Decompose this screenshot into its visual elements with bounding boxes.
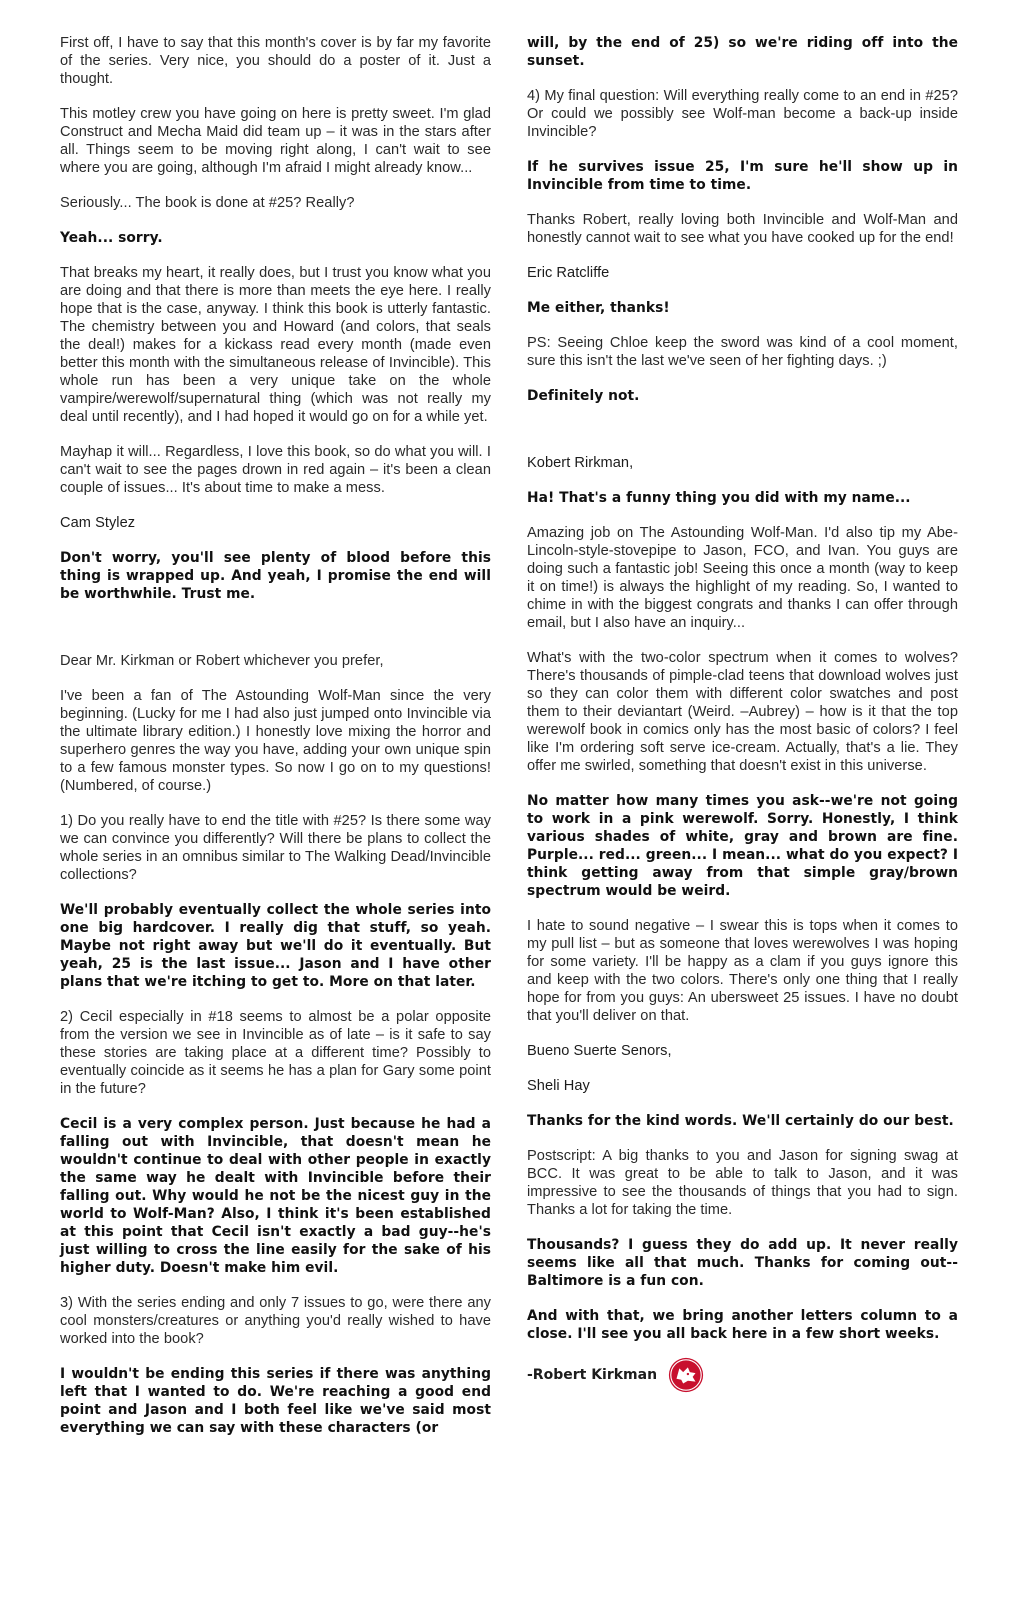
letter-paragraph: 3) With the series ending and only 7 issues to go, were there any cool monsters/creatures or anything you'd really wished to have worked into the book? xyxy=(60,1295,491,1347)
letter-paragraph: I've been a fan of The Astounding Wolf-Man since the very beginning. (Lucky for me I had also just jumped onto Invincible via the ultimate library edition.) I honestly love mixing the horror and superhero genres the way you have, adding your own unique spin to a few famous monster types. So now I go on to my questions! (Numbered, of course.) xyxy=(60,688,491,794)
right-column xyxy=(527,34,958,1560)
editor-reply: Definitely not. xyxy=(527,388,640,404)
letter-paragraph: What's with the two-color spectrum when it comes to wolves? There's thousands of pimple-clad teens that download wolves just so they can color them with different color swatches and post them to their deviantart (Weird. –Aubrey) – how is it that the top werewolf book in comics only has the most basic of colors? I feel like I'm ordering soft serve ice-cream. Actually, that's a lie. They offer me swirled, something that doesn't exist in this universe. xyxy=(527,650,958,774)
letter-signature: Bueno Suerte Senors, xyxy=(527,1043,672,1059)
editor-reply: And with that, we bring another letters column to a close. I'll see you all back here in a few short weeks. xyxy=(527,1308,958,1342)
editor-reply: If he survives issue 25, I'm sure he'll show up in Invincible from time to time. xyxy=(527,159,958,193)
wolf-head-logo-icon xyxy=(667,1356,705,1394)
editor-reply: No matter how many times you ask--we're not going to work in a pink werewolf. Sorry. Honestly, I think various shades of white, gray and brown are fine. Purple... red... green... I mean... what do you expect? I think getting away from that simple gray/brown spectrum would be weird. xyxy=(527,793,958,899)
letter-paragraph: Thanks Robert, really loving both Invincible and Wolf-Man and honestly cannot wait to see what you have cooked up for the end! xyxy=(527,212,958,246)
signoff-name: -Robert Kirkman xyxy=(527,1367,658,1383)
editor-reply: Ha! That's a funny thing you did with my name... xyxy=(527,490,911,506)
letter-paragraph: Dear Mr. Kirkman or Robert whichever you prefer, xyxy=(60,653,384,669)
section-divider: ________________________________________ xyxy=(527,422,827,436)
section-divider: ________________________________________ xyxy=(60,620,360,634)
letter-paragraph: Postscript: A big thanks to you and Jason for signing swag at BCC. It was great to be able to talk to Jason, and it was impressive to see the thousands of things that you had to sign. Thanks a lot for taking the time. xyxy=(527,1148,958,1218)
letter-paragraph: Seriously... The book is done at #25? Really? xyxy=(60,195,355,211)
letter-signature: Sheli Hay xyxy=(527,1078,590,1094)
letter-paragraph: 4) My final question: Will everything really come to an end in #25? Or could we possibly see Wolf-man become a back-up inside Invincible? xyxy=(527,88,958,140)
editor-reply: Me either, thanks! xyxy=(527,300,670,316)
letter-paragraph: 2) Cecil especially in #18 seems to almost be a polar opposite from the version we see in Invincible as of late – is it safe to say these stories are taking place at a different time? Possibly to eventually coincide as it seems he has a plan for Gary some point in the future? xyxy=(60,1009,491,1097)
editor-reply: Cecil is a very complex person. Just because he had a falling out with Invincible, that doesn't mean he wouldn't continue to deal with other people in exactly the same way he dealt with Invincible before their falling out. Why would he not be the nicest guy in the world to Wolf-Man? Also, I think it's been established at this point that Cecil isn't exactly a bad guy--he's just willing to cross the line easily for the sake of his higher duty. Doesn't make him evil. xyxy=(60,1116,491,1276)
letter-paragraph: First off, I have to say that this month's cover is by far my favorite of the series. Very nice, you should do a poster of it. Just a thought. xyxy=(60,35,491,87)
letter-paragraph: I hate to sound negative – I swear this is tops when it comes to my pull list – but as someone that loves werewolves I was hoping for some variety. I'll be happy as a clam if you guys ignore this and keep with the two colors. There's only one thing that I really hope for from you guys: An ubersweet 25 issues. I have no doubt that you'll deliver on that. xyxy=(527,918,958,1024)
letter-paragraph: Amazing job on The Astounding Wolf-Man. I'd also tip my Abe-Lincoln-style-stovepipe to Jason, FCO, and Ivan. You guys are doing such a fantastic job! Seeing this once a month (way to keep it on time!) is always the highlight of my reading. So, I wanted to chime in with the biggest congrats and thanks I can offer through email, but I also have an inquiry... xyxy=(527,525,958,631)
letter-paragraph: Mayhap it will... Regardless, I love this book, so do what you will. I can't wait to see the pages drown in red again – it's been a clean couple of issues... It's about time to make a mess. xyxy=(60,444,491,496)
letter-paragraph: PS: Seeing Chloe keep the sword was kind of a cool moment, sure this isn't the last we've seen of her fighting days. ;) xyxy=(527,335,958,369)
letter-paragraph: This motley crew you have going on here is pretty sweet. I'm glad Construct and Mecha Maid did team up – it was in the stars after all. Things seem to be moving right along, I can't wait to see where you are going, although I'm afraid I might already know... xyxy=(60,106,491,176)
letter-signature: Eric Ratcliffe xyxy=(527,265,610,281)
left-column xyxy=(60,34,491,1560)
editor-reply: Don't worry, you'll see plenty of blood before this thing is wrapped up. And yeah, I promise the end will be worthwhile. Trust me. xyxy=(60,550,491,602)
letter-paragraph: 1) Do you really have to end the title with #25? Is there some way we can convince you differently? Will there be plans to collect the whole series in an omnibus similar to The Walking Dead/Invincible collections? xyxy=(60,813,491,883)
signoff xyxy=(527,1356,958,1394)
letter-signature: Kobert Rirkman, xyxy=(527,455,634,471)
letter-paragraph: That breaks my heart, it really does, but I trust you know what you are doing and that there is more than meets the eye here. I really hope that is the case, anyway. I think this book is utterly fantastic. The chemistry between you and Howard (and colors, that seals the deal!) makes for a kickass read every month (made even better this month with the simultaneous release of Invincible). This whole run has been a very unique take on the whole vampire/werewolf/supernatural thing (which was not really my deal until recently), and I had hoped it would go on for a while yet. xyxy=(60,265,491,425)
editor-reply: We'll probably eventually collect the whole series into one big hardcover. I really dig that stuff, so yeah. Maybe not right away but we'll do it eventually. But yeah, 25 is the last issue... Jason and I have other plans that we're itching to get to. More on that later. xyxy=(60,902,491,990)
editor-reply: Thousands? I guess they do add up. It never really seems like all that much. Thanks for coming out--Baltimore is a fun con. xyxy=(527,1237,958,1289)
letter-signature: Cam Stylez xyxy=(60,515,136,531)
editor-reply: Thanks for the kind words. We'll certainly do our best. xyxy=(527,1113,954,1129)
editor-reply: I wouldn't be ending this series if there was anything left that I wanted to do. We're reaching a good end point and Jason and I both feel like we've said most everything we can say with these characters (or xyxy=(60,1366,491,1436)
editor-reply: Yeah... sorry. xyxy=(60,230,163,246)
editor-reply: will, by the end of 25) so we're riding off into the sunset. xyxy=(527,35,958,69)
